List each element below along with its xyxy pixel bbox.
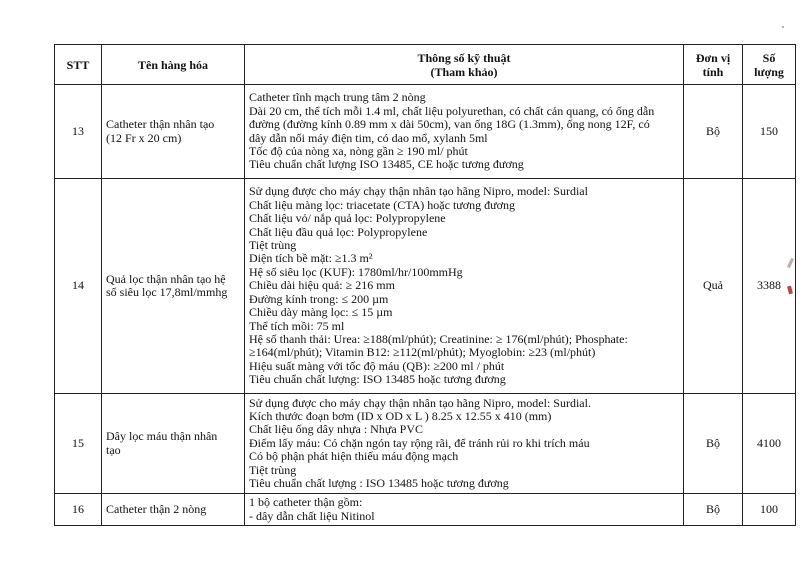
spec-line: Hệ số thanh thải: Urea: ≥188(ml/phút); Creatinine: ≥ 176(ml/phút); Phosphate: — [249, 331, 628, 346]
row-spec — [245, 394, 684, 494]
row-stt: 13 — [55, 85, 102, 179]
scan-speck — [782, 26, 784, 28]
row-item-name — [102, 494, 245, 526]
spec-line: Tiêu chuẩn chất lượng ISO 13485, CE hoặc tương đương — [249, 157, 524, 172]
spec-line: - dây dẫn chất liệu Nitinol — [249, 508, 375, 523]
table-row — [55, 179, 796, 394]
row-unit: Bộ — [684, 394, 743, 494]
row-unit: Bộ — [684, 85, 743, 179]
header-spec-title: Thông số kỹ thuật — [417, 50, 511, 65]
row-unit: Bộ — [684, 494, 743, 526]
spec-line: Chất liệu đầu quả lọc: Polypropylene — [249, 224, 428, 239]
table-row — [55, 494, 796, 526]
spec-line: Tiêu chuẩn chất lượng: ISO 13485 hoặc tương đương — [249, 372, 506, 387]
row-spec — [245, 85, 684, 179]
spec-line: dây dẫn nối máy điện tim, có dao mổ, xylanh 5ml — [249, 130, 488, 145]
spec-line: Sử dụng được cho máy chạy thận nhân tạo hãng Nipro, model: Surdial — [249, 184, 588, 199]
header-qty-line2: lượng — [754, 64, 784, 79]
spec-line: Diện tích bề mặt: ≥1.3 m² — [249, 251, 373, 266]
row-qty: 150 — [743, 85, 796, 179]
spec-line: Hệ số siêu lọc (KUF): 1780ml/hr/100mmHg — [249, 264, 463, 279]
row-stt: 16 — [55, 494, 102, 526]
spec-line: Tốc độ của nòng xa, nòng gần ≥ 190 ml/ phút — [249, 143, 468, 158]
item-name-line: Catheter thận 2 nòng — [106, 501, 207, 516]
header-qty — [743, 45, 796, 85]
spec-line: Có bộ phận phát hiện thiếu máu động mạch — [249, 449, 459, 464]
row-item-name — [102, 179, 245, 394]
table-row — [55, 85, 796, 179]
item-name-line: số siêu lọc 17,8ml/mmhg — [106, 285, 228, 299]
row-qty: 100 — [743, 494, 796, 526]
spec-line: Chất liệu màng lọc: triacetate (CTA) hoặc tương đương — [249, 197, 515, 212]
specification-table — [54, 44, 796, 526]
row-qty: 4100 — [743, 394, 796, 494]
row-spec — [245, 179, 684, 394]
spec-line: Điểm lấy máu: Có chặn ngón tay rộng rãi, để tránh rủi ro khi trích máu — [249, 435, 590, 450]
item-name-line: tạo — [106, 442, 121, 457]
item-name-line: Quả lọc thận nhân tạo hệ — [106, 271, 226, 286]
item-name-line: Dây lọc máu thận nhân — [106, 429, 218, 444]
spec-line: Thể tích mồi: 75 ml — [249, 318, 345, 333]
header-spec — [245, 45, 684, 85]
spec-line: 1 bộ catheter thận gồm: — [249, 495, 363, 510]
spec-line: Tiệt trùng — [249, 462, 297, 477]
header-spec-subtitle: (Tham khảo) — [430, 64, 498, 79]
spec-line: Hiệu suất màng với tốc độ máu (QB): ≥200 ml / phút — [249, 358, 505, 373]
spec-line: ≥164(ml/phút); Vitamin B12: ≥112(ml/phút); Myoglobin: ≥23 (ml/phút) — [249, 345, 596, 360]
row-item-name — [102, 85, 245, 179]
spec-line: Đường kính trong: ≤ 200 µm — [249, 291, 389, 306]
header-unit-line2: tính — [702, 64, 724, 79]
spec-line: Tiêu chuẩn chất lượng : ISO 13485 hoặc tương đương — [249, 476, 509, 491]
row-item-name — [102, 394, 245, 494]
spec-line: Dài 20 cm, thể tích mỗi 1.4 ml, chất liệu polyurethan, có chất cản quang, có ống dẫn — [249, 103, 655, 118]
spec-line: Tiệt trùng — [249, 238, 297, 253]
spec-line: Kích thước đoạn bơm (ID x OD x L ) 8.25 x 12.55 x 410 (mm) — [249, 408, 552, 423]
row-stt: 14 — [55, 179, 102, 394]
spec-line: Chất liệu vỏ/ nắp quả lọc: Polypropylene — [249, 211, 446, 226]
header-unit — [684, 45, 743, 85]
header-name: Tên hàng hóa — [102, 45, 245, 85]
item-name-line: (12 Fr x 20 cm) — [106, 130, 182, 145]
header-stt: STT — [55, 45, 102, 85]
table-row — [55, 394, 796, 494]
spec-line: Chiều dài hiệu quả: ≥ 216 mm — [249, 278, 395, 293]
header-unit-line1: Đơn vị — [695, 50, 731, 65]
row-spec — [245, 494, 684, 526]
spec-line: Chiều dày màng lọc: ≤ 15 µm — [249, 305, 393, 320]
table-header-row — [55, 45, 796, 85]
item-name-line: Catheter thận nhân tạo — [106, 117, 215, 132]
spec-line: Catheter tĩnh mạch trung tâm 2 nòng — [249, 90, 426, 105]
row-stt: 15 — [55, 394, 102, 494]
row-qty: 3388 — [743, 179, 796, 394]
spec-line: Chất liệu ống dây nhựa : Nhựa PVC — [249, 422, 423, 437]
spec-line: đường (đường kính 0.89 mm x dài 50cm), van ống 18G (1.3mm), ống nong 12F, có — [249, 117, 650, 132]
spec-line: Sử dụng được cho máy chạy thận nhân tạo hãng Nipro, model: Surdial. — [249, 395, 591, 410]
header-qty-line1: Số — [762, 50, 776, 65]
row-unit: Quả — [684, 179, 743, 394]
